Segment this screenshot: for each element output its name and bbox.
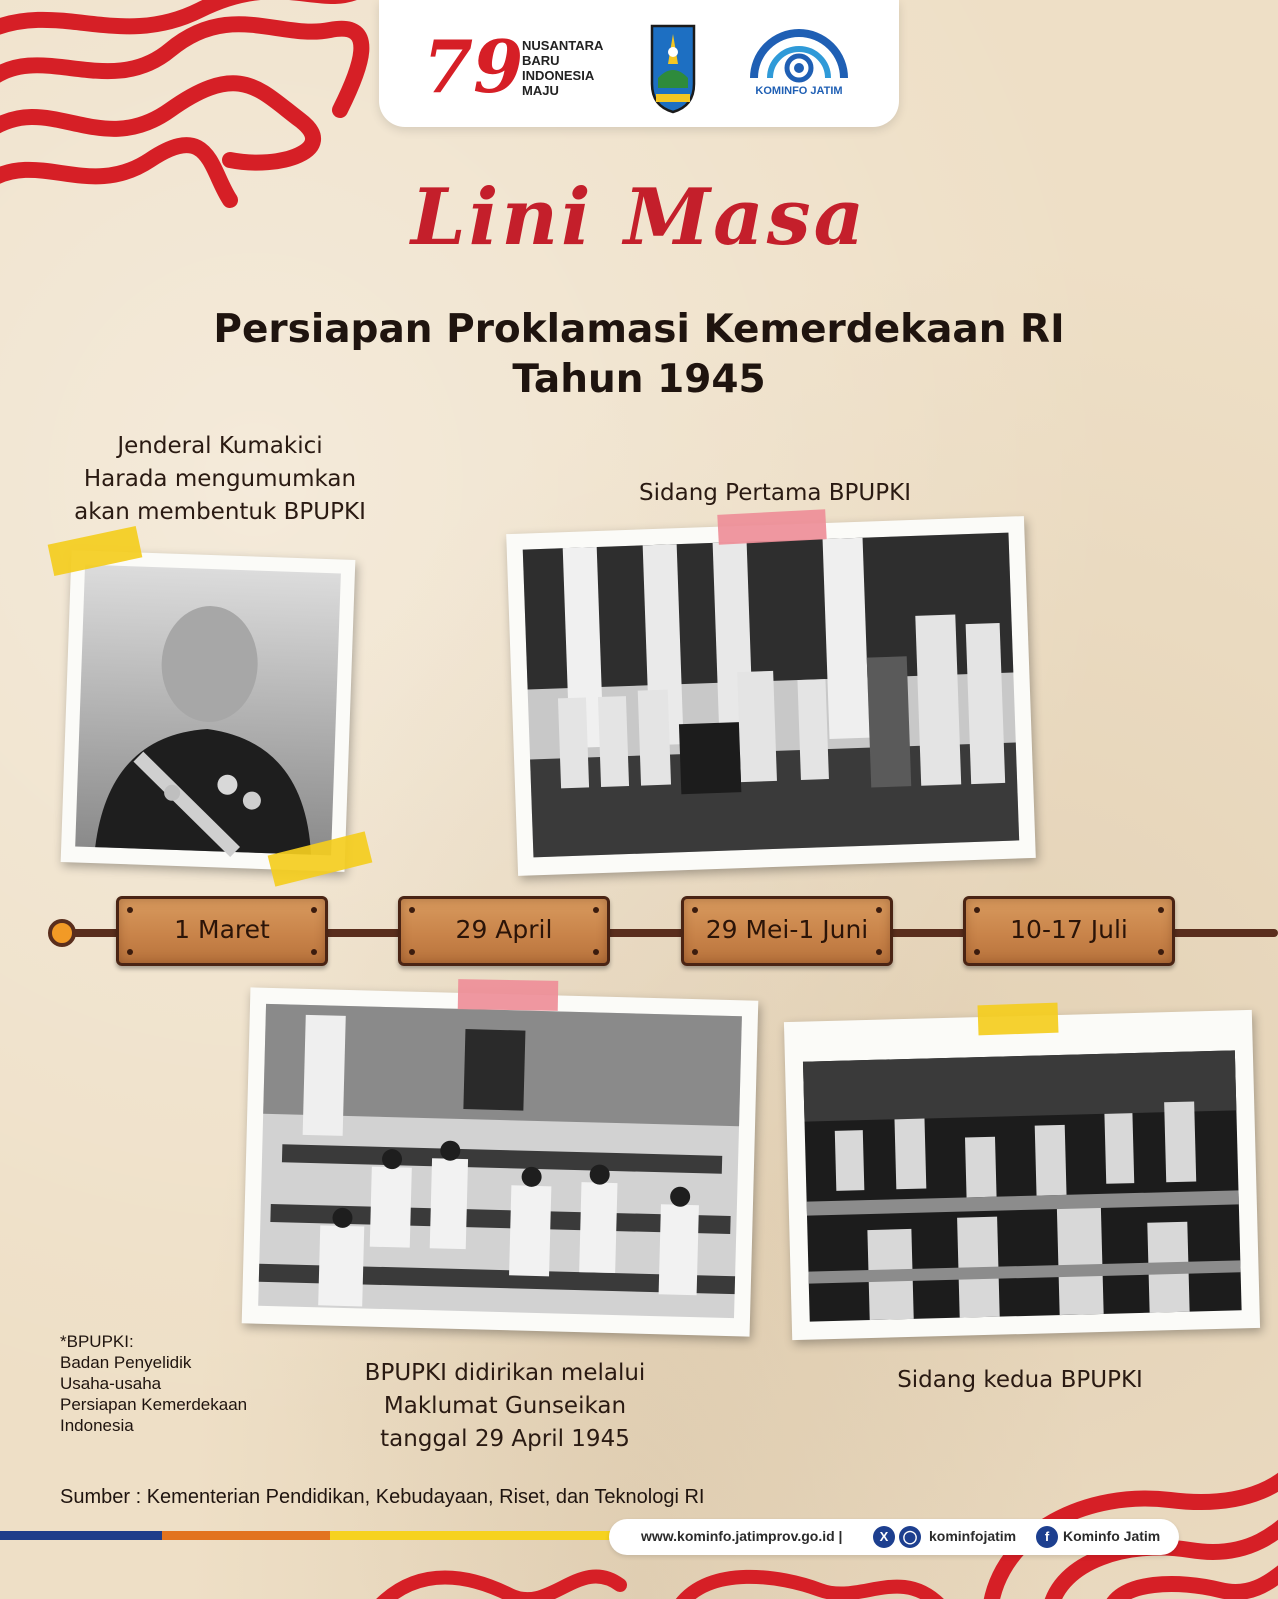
nusantara-baru-text: NUSANTARA BARU INDONESIA MAJU: [522, 38, 604, 98]
x-icon[interactable]: X: [873, 1526, 895, 1548]
stripe-yellow: [330, 1531, 630, 1540]
facebook-handle[interactable]: Kominfo Jatim: [1063, 1528, 1161, 1544]
photo-sidang-kedua: [784, 1010, 1260, 1340]
timeline-date-3: 29 Mei-1 Juni: [681, 896, 893, 966]
website-link[interactable]: www.kominfo.jatimprov.go.id |: [641, 1528, 843, 1544]
photo-bpupki-didirikan: [242, 987, 759, 1336]
page-title: Lini Masa: [410, 172, 868, 263]
event-caption-2: BPUPKI didirikan melalui Maklumat Gunseikan tanggal 29 April 1945: [364, 1360, 646, 1452]
page-subtitle: Persiapan Proklamasi Kemerdekaan RI Tahun 1945: [213, 307, 1065, 402]
social-bar: [609, 1519, 1179, 1555]
stripe-orange: [162, 1531, 330, 1540]
header-logo-card: [379, 0, 899, 127]
decorative-swirl-top-left: [0, 0, 370, 200]
timeline-date-1: 1 Maret: [116, 896, 328, 966]
event-caption-1: Jenderal Kumakici Harada mengumumkan akan membentuk BPUPKI: [74, 433, 366, 525]
event-caption-4: Sidang kedua BPUPKI: [897, 1367, 1143, 1393]
event-caption-3: Sidang Pertama BPUPKI: [639, 480, 911, 506]
timeline-date-4: 10-17 Juli: [963, 896, 1175, 966]
instagram-icon[interactable]: ◯: [899, 1526, 921, 1548]
source-text: Sumber : Kementerian Pendidikan, Kebudayaan, Riset, dan Teknologi RI: [60, 1486, 705, 1508]
logo-79-icon: [423, 24, 524, 109]
svg-text:79: 79: [423, 24, 524, 109]
tape-pink-1: [717, 509, 826, 545]
east-java-crest-icon: [648, 22, 698, 114]
photo-harada: [61, 550, 356, 872]
tape-pink-2: [458, 979, 559, 1011]
timeline-start-dot: [48, 919, 76, 947]
kominfo-jatim-label: KOMINFO JATIM: [755, 85, 843, 97]
timeline-date-2: 29 April: [398, 896, 610, 966]
instagram-handle[interactable]: kominfojatim: [929, 1528, 1017, 1544]
stripe-blue: [0, 1531, 162, 1540]
tape-yellow-3: [978, 1003, 1059, 1036]
bpupki-footnote: *BPUPKI: Badan Penyelidik Usaha-usaha Persiapan Kemerdekaan Indonesia: [60, 1332, 248, 1435]
photo-sidang-pertama: [506, 516, 1036, 876]
facebook-icon[interactable]: f: [1036, 1526, 1058, 1548]
